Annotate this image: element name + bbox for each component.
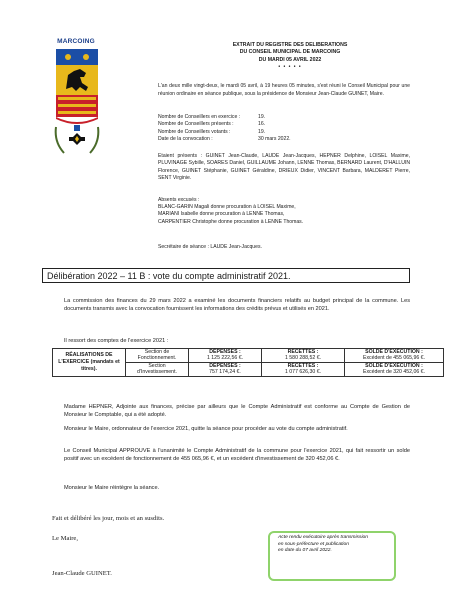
absents-title: Absents excusés : [158,197,200,203]
count-value: 30 mars 2022. [258,136,291,143]
balance-cell [345,362,444,376]
stamp-line: en date du 07 avril 2022. [278,548,332,554]
expenses-label: DÉPENSES : [209,362,241,369]
count-label: Date de la convocation : [158,136,213,143]
section-cell: Section de Fonctionnement. [126,349,189,363]
count-value: 16. [258,121,266,128]
count-label: Nombre de Conseillers en exercice : [158,114,241,120]
header-line-1: EXTRAIT DU REGISTRE DES DELIBERATIONS [232,42,348,48]
register-header [200,42,380,70]
absent-line: CARPENTIER Christophe donne procuration à LENNE Thomas. [158,218,304,225]
header-line-2: DU CONSEIL MUNICIPAL DE MARCOING [239,49,341,56]
expenses-cell [189,349,262,363]
paragraph-finance-commission: La commission des finances du 29 mars 2022 a examiné les documents financiers relatifs au budget principal de la commune. Les documents transmis avec la convocation fournissent les informations des crédits prévus et utilisés en 2021. [64,298,410,313]
paragraph-council-approval: Le Conseil Municipal APPROUVE à l'unanimité le Compte Administratif de la commune pour l'exercice 2021, qui fait ressortir un solde positif avec un excédent de fonctionnement de 455 065,96 €, et un excédent d'investissement de 320 452,06 €. [64,448,410,463]
expenses-value: 757 174,24 €. [209,369,241,376]
councillor-counts [158,114,410,144]
signature-name: Jean-Claude GUINET. [52,570,112,577]
town-name: MARCOING [57,38,95,45]
header-separator: • • • • • [278,64,302,71]
absent-members [158,197,410,226]
paragraph-mayor-returns: Monsieur le Maire réintègre la séance. [64,485,160,491]
revenue-cell [262,362,345,376]
table-row [53,349,444,363]
header-line-3: DU MARDI 05 AVRIL 2022 [258,56,322,63]
revenue-label: RECETTES : [287,349,319,355]
revenue-value: 1 077 626,30 €. [284,369,322,376]
session-secretary: Secrétaire de séance : LAUDE Jean-Jacques. [158,244,262,250]
expenses-value: 1 125 222,56 €. [206,355,244,362]
balance-label: SOLDE D'EXÉCUTION : [365,349,423,355]
balance-cell [345,349,444,363]
count-value: 19. [258,128,266,135]
revenue-value: 1 580 288,52 €. [284,355,322,362]
signature-line-done: Fait et délibéré les jour, mois et an susdits. [52,515,165,522]
count-label: Nombre de Conseillers votants : [158,128,231,135]
balance-value: Excédent de 320 452,06 €. [362,369,425,376]
paragraph-mayor-leaves: Monsieur le Maire, ordonnateur de l'exercice 2021, quitte la séance pour procéder au vote du compte administratif. [64,426,348,432]
paragraph-deputy-statement: Madame HEPNER, Adjointe aux finances, précise par ailleurs que le Compte Administratif est conforme au Compte de Gestion de Monsieur le Comptable, qui a été adopté. [64,404,410,419]
meeting-intro: L'an deux mille vingt-deux, le mardi 05 avril, à 19 heures 05 minutes, s'est réuni le Conseil Municipal pour une réunion ordinaire en séance publique, sous la présidence de Monsieur Jean-Claude GUINET, Maire. [158,83,410,97]
absent-line: MARIANI Isabelle donne procuration à LENNE Thomas, [158,211,285,218]
expenses-cell [189,362,262,376]
present-members: Etaient présents : GUINET Jean-Claude, LAUDE Jean-Jacques, HEPNER Delphine, LOISEL Maxime, PLUVINAGE Sybille, SOARES Daniel, GUILLAUME Johann, LENNE Thomas, BERNARD Laurent, D'HALLUIN Florence, GUINET Stéphanie, GUINET Géraldine, DRIEUX Didier, VINCENT Barbara, MALDERET Pierre, SENT Virginie. [158,153,410,182]
paragraph-accounts-intro: Il ressort des comptes de l'exercice 2021 : [64,338,169,344]
count-label: Nombre de Conseillers présents : [158,121,234,128]
count-row [158,136,410,143]
balance-value: Excédent de 455 065,96 €. [362,355,425,362]
expenses-label: DÉPENSES : [209,349,241,355]
deliberation-title: Délibération 2022 – 11 B : vote du compte administratif 2021. [42,268,410,283]
revenue-cell [262,349,345,363]
absent-line: BLANC-GARIN Magali donne procuration à LOISEL Maxime, [158,204,296,211]
stamp-line: Acte rendu exécutoire après transmission [278,535,368,540]
coat-of-arms-logo [52,47,102,159]
section-cell: Section d'Investissement. [126,362,189,376]
enforcement-stamp-text [278,535,390,555]
count-row [158,114,410,121]
count-row [158,129,410,136]
accounts-table [52,348,444,377]
signature-line-mayor: Le Maire, [52,535,78,542]
table-head: RÉALISATIONS DE L'EXERCICE (mandats et titres). [53,349,126,377]
count-value: 19. [258,114,266,120]
balance-label: SOLDE D'EXÉCUTION : [365,362,423,369]
count-row [158,121,410,128]
stamp-line: en sous-préfecture et publication [278,541,349,547]
revenue-label: RECETTES : [287,362,319,369]
